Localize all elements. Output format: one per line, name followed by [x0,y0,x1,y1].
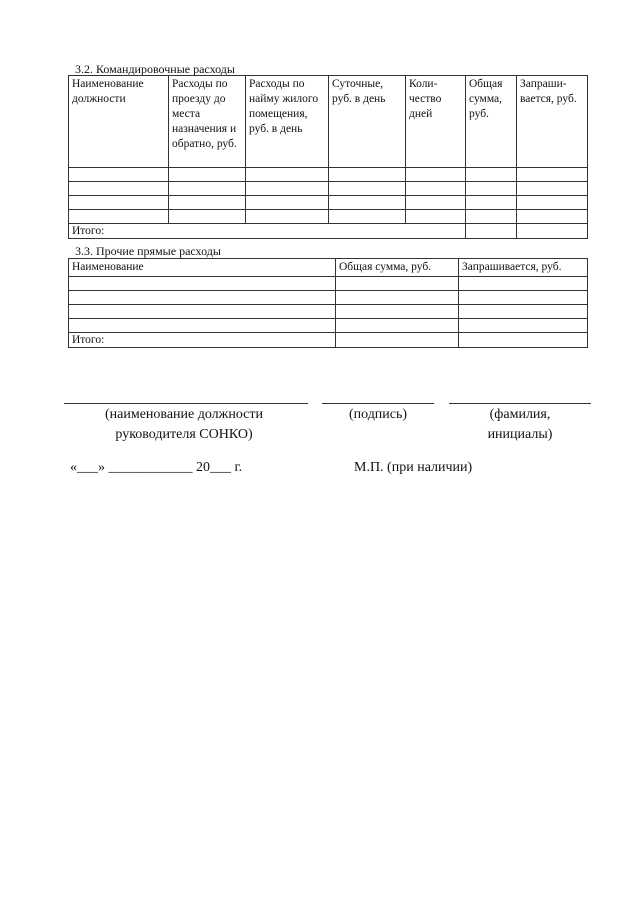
date-line: «___» ____________ 20___ г. [70,460,243,475]
name-signature-line [449,403,591,404]
stamp-placeholder: М.П. (при наличии) [354,460,473,475]
col-header-travel-cost: Расходы по проезду до места назначения и обратно, руб. [169,76,246,168]
table-header-row [69,259,588,277]
col-header-total: Общая сумма, руб. [336,259,459,277]
table-row [69,277,588,291]
col-header-housing-cost: Расходы по найму жилого помещения, руб. в день [246,76,329,168]
section-other-title: 3.3. Прочие прямые расходы [75,244,221,258]
table-row [69,291,588,305]
position-caption: (наименование должности руководителя СОНКО) [104,407,264,442]
col-header-name: Наименование [69,259,336,277]
col-header-position: Наименование должности [69,76,169,168]
section-travel-title: 3.2. Командировочные расходы [75,62,235,76]
col-header-requested: Запраши-вается, руб. [517,76,588,168]
table-row [69,305,588,319]
total-label: Итого: [69,224,466,239]
table-row [69,182,588,196]
table-total-row [69,224,588,239]
name-caption: (фамилия, инициалы) [487,407,553,442]
table-header-row [69,76,588,168]
col-header-requested: Запрашивается, руб. [459,259,588,277]
table-total-row [69,333,588,348]
table-row [69,168,588,182]
other-expenses-table [68,258,588,348]
col-header-per-diem: Суточные, руб. в день [329,76,406,168]
col-header-days: Коли-чество дней [406,76,466,168]
table-row [69,196,588,210]
table-row [69,210,588,224]
total-label: Итого: [69,333,336,348]
signature-line [322,403,434,404]
position-signature-line [64,403,308,404]
table-row [69,319,588,333]
travel-expenses-table [68,75,588,239]
col-header-total: Общая сумма, руб. [466,76,517,168]
signature-caption: (подпись) [348,407,408,422]
